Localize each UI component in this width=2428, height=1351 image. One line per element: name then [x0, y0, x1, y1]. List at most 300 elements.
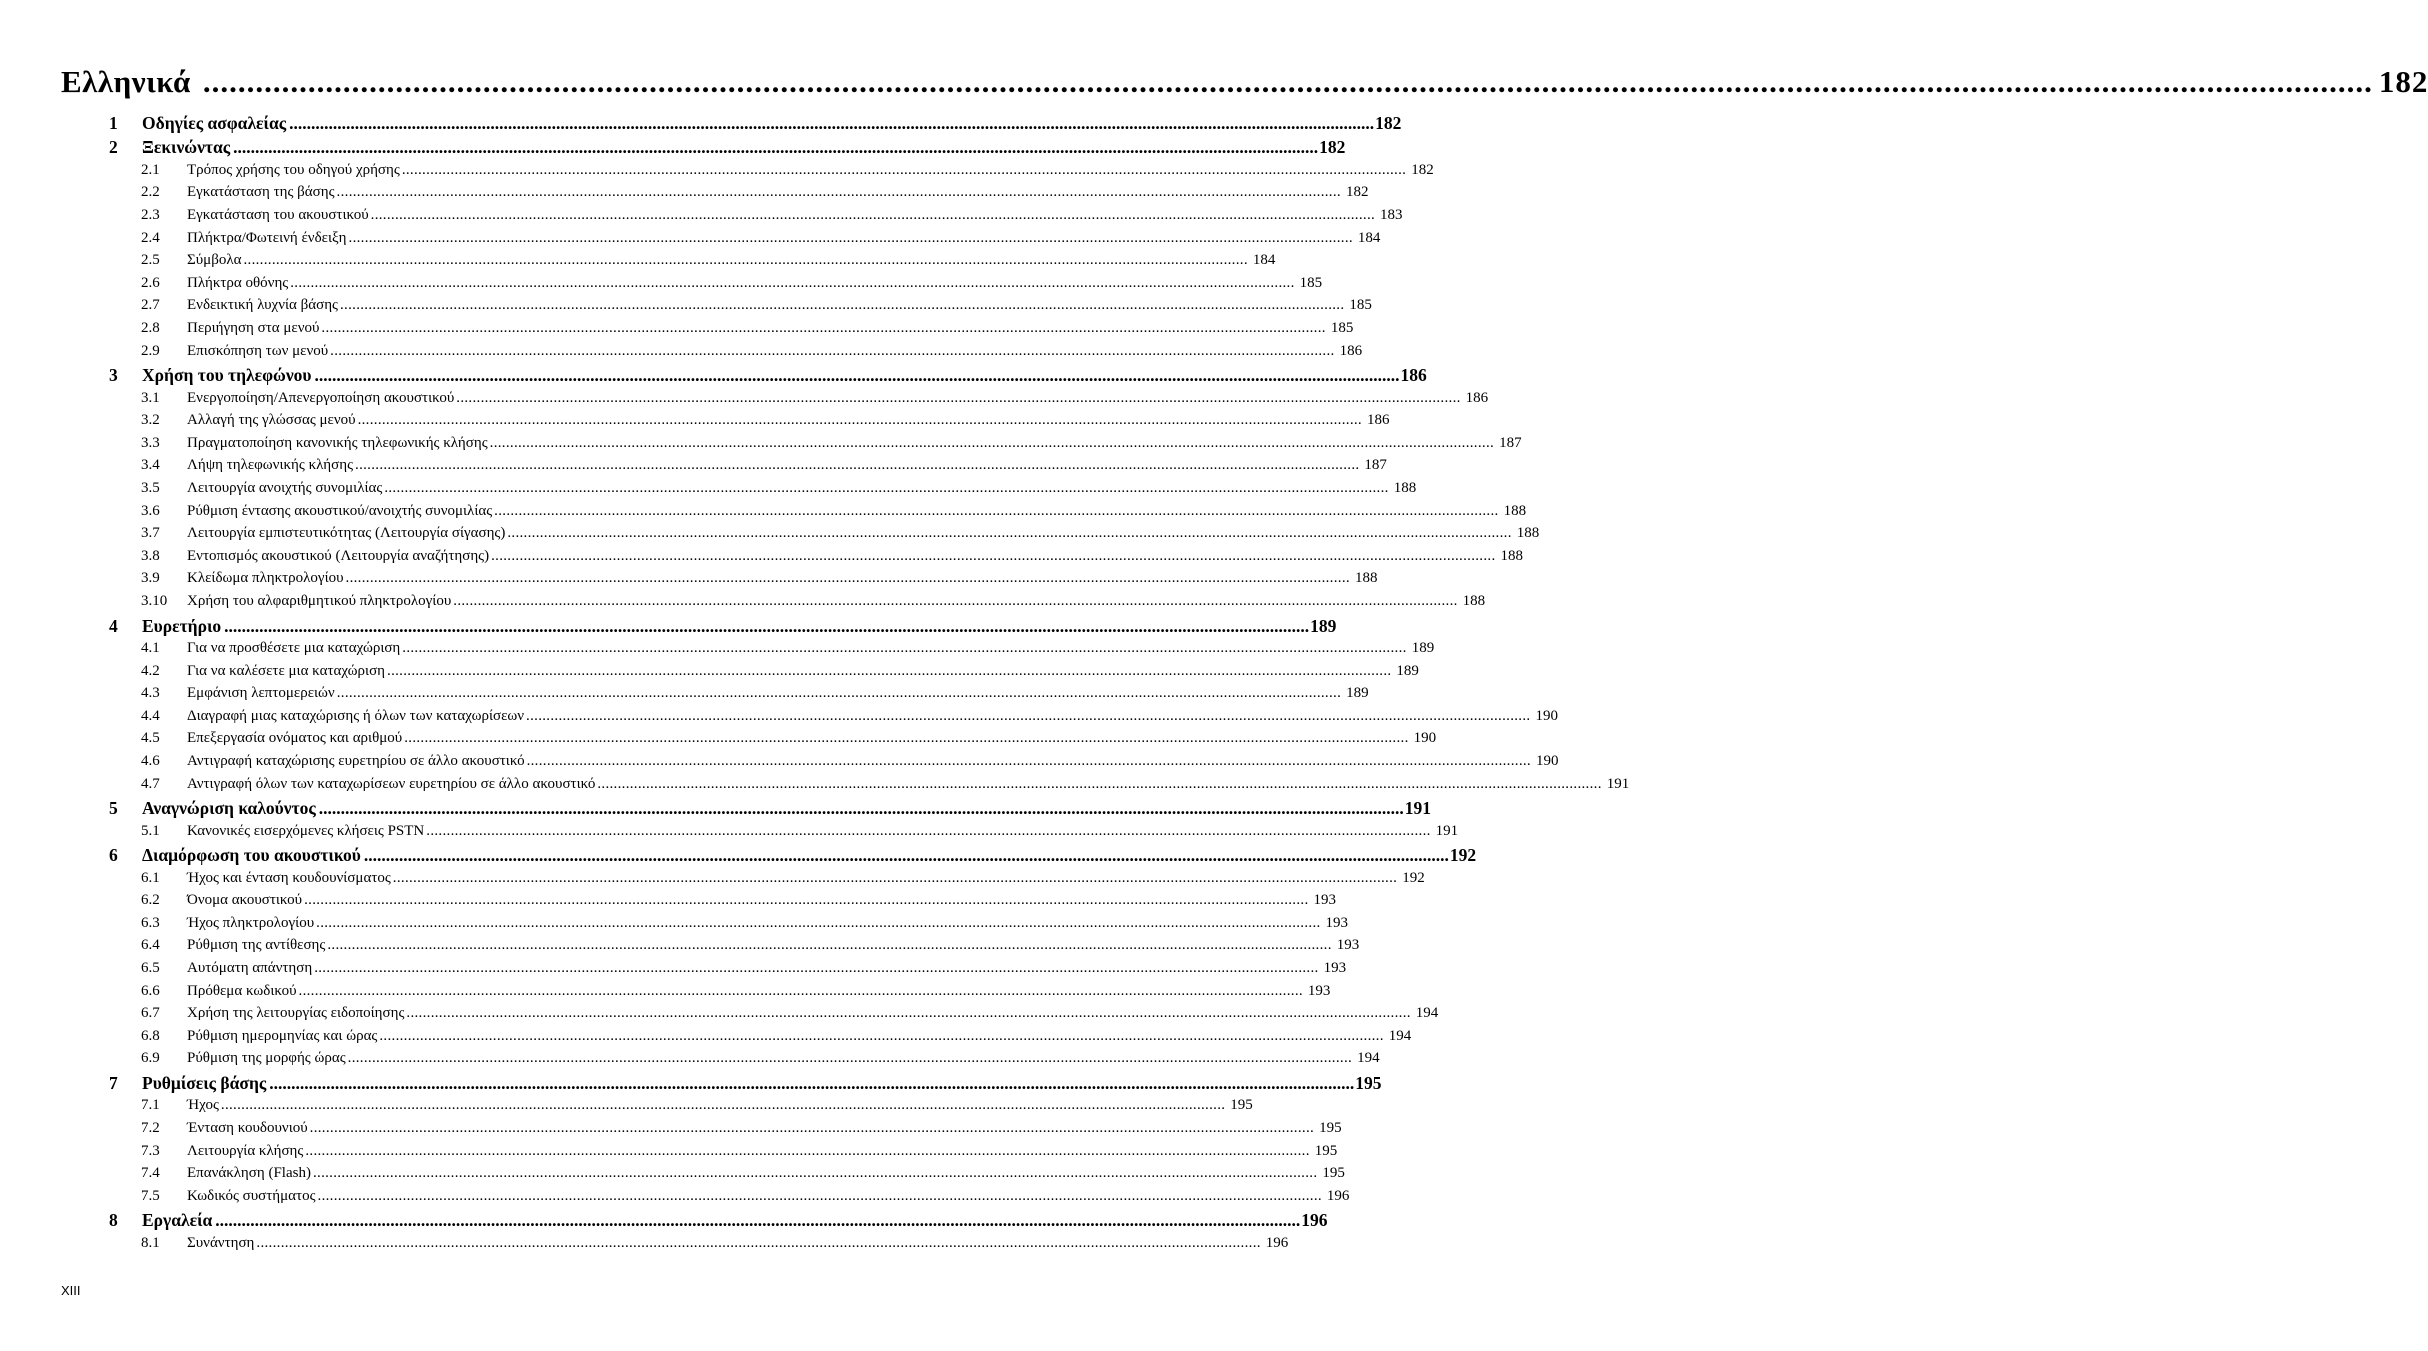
toc-entry-body	[187, 937, 1360, 954]
toc-entry-page: 182	[1319, 137, 1346, 158]
toc-entry-leader: ........................................................................................................................................................................................................................................................	[370, 207, 1376, 223]
toc-section-entry[interactable]	[0, 707, 1558, 730]
toc-entry-body	[187, 685, 1369, 702]
toc-section-entry[interactable]	[0, 1050, 1380, 1072]
toc-entry-leader: ........................................................................................................................................................................................................................................................	[298, 982, 1303, 999]
toc-entry-label: Αντιγραφή όλων των καταχωρίσεων ευρετηρίου σε άλλο ακουστικό	[187, 775, 596, 792]
toc-entry-body	[187, 297, 1372, 314]
toc-entry-leader: ........................................................................................................................................................................................................................................................	[384, 480, 1389, 496]
toc-entry-label: Κωδικός συστήματος	[187, 1187, 316, 1204]
toc-entry-page: 182	[1375, 113, 1402, 133]
toc-section-entry[interactable]	[0, 1027, 1412, 1050]
toc-section-entry[interactable]	[0, 960, 1347, 982]
toc-entry-body	[142, 845, 1477, 866]
toc-section-entry[interactable]	[0, 274, 1323, 297]
toc-entry-leader: ........................................................................................................................................................................................................................................................	[314, 960, 1319, 976]
toc-entry-label: Εντοπισμός ακουστικού (Λειτουργία αναζήτησης)	[187, 547, 490, 564]
toc-entry-page: 186	[1400, 365, 1427, 386]
toc-entry-label: Χρήση του αλφαριθμητικού πληκτρολογίου	[187, 593, 452, 609]
toc-entry-page: 186	[1339, 342, 1363, 359]
toc-entry-page: 189	[1396, 662, 1419, 679]
toc-entry-leader: ........................................................................................................................................................................................................................................................	[404, 730, 1409, 747]
toc-entry-leader: ........................................................................................................................................................................................................................................................	[256, 1234, 1261, 1251]
toc-entry-number: 4.4	[141, 707, 160, 724]
toc-section-entry[interactable]	[0, 662, 1419, 685]
toc-entry-label: Πρόθεμα κωδικού	[187, 982, 297, 999]
toc-entry-label: Επανάκληση (Flash)	[187, 1165, 311, 1182]
toc-section-entry[interactable]	[0, 1165, 1345, 1187]
toc-section-entry[interactable]	[0, 914, 1349, 937]
toc-entry-page: 182	[1345, 184, 1369, 201]
toc-chapter-entry[interactable]	[0, 137, 1346, 161]
toc-entry-label: Ρύθμιση ημερομηνίας και ώρας	[187, 1027, 378, 1044]
toc-section-entry[interactable]	[0, 457, 1387, 479]
toc-entry-number: 6.8	[141, 1027, 160, 1044]
toc-entry-number: 2.2	[141, 184, 160, 201]
toc-entry-body	[187, 1050, 1380, 1067]
toc-entry-page: 188	[1462, 593, 1486, 609]
toc-entry-body	[142, 615, 1337, 637]
toc-entry-page: 184	[1357, 229, 1381, 246]
toc-entry-leader: ........................................................................................................................................................................................................................................................	[330, 342, 1335, 359]
toc-entry-label: Κλείδωμα πληκτρολογίου	[187, 570, 344, 587]
toc-entry-body	[187, 252, 1276, 269]
toc-entry-body	[187, 389, 1489, 407]
toc-entry-number: 4.7	[141, 775, 160, 792]
toc-entry-leader: ........................................................................................................................................................................................................................................................	[379, 1027, 1384, 1044]
toc-entry-page: 184	[1252, 252, 1276, 269]
toc-entry-body	[142, 365, 1427, 386]
toc-entry-body	[187, 1142, 1338, 1160]
toc-section-entry[interactable]	[0, 937, 1360, 959]
toc-entry-body	[187, 1027, 1412, 1045]
toc-section-entry[interactable]	[0, 297, 1372, 319]
toc-entry-number: 5	[109, 798, 118, 819]
toc-entry-page: 194	[1388, 1027, 1412, 1044]
toc-entry-number: 2.7	[141, 297, 160, 314]
toc-section-entry[interactable]	[0, 1097, 1253, 1119]
toc-entry-number: 4.1	[141, 640, 160, 656]
toc-section-entry[interactable]	[0, 389, 1489, 412]
toc-entry-leader: ........................................................................................................................................................................................................................................................	[327, 937, 1332, 954]
toc-entry-number: 2.5	[141, 252, 160, 269]
toc-entry-number: 3.6	[141, 502, 160, 519]
toc-section-entry[interactable]	[0, 822, 1459, 845]
toc-entry-page: 190	[1413, 730, 1437, 747]
toc-entry-leader: ........................................................................................................................................................................................................................................................	[387, 662, 1392, 679]
toc-entry-leader: ........................................................................................................................................................................................................................................................	[305, 1142, 1310, 1159]
toc-entry-leader: ........................................................................................................................................................................................................................................................	[401, 161, 1407, 178]
toc-section-entry[interactable]	[0, 184, 1369, 206]
toc-section-entry[interactable]	[0, 753, 1559, 775]
toc-entry-body	[187, 914, 1349, 932]
toc-section-entry[interactable]	[0, 982, 1331, 1005]
toc-entry-label: Χρήση της λειτουργίας ειδοποίησης	[187, 1005, 405, 1022]
toc-entry-number: 3.9	[141, 570, 160, 587]
toc-entry-leader: ........................................................................................................................................................................................................................................................	[347, 1050, 1353, 1067]
toc-entry-page: 195	[1314, 1142, 1338, 1159]
toc-entry-label: Ενεργοποίηση/Απενεργοποίηση ακουστικού	[187, 389, 455, 406]
toc-entry-number: 2.9	[141, 342, 160, 359]
toc-entry-number: 4.5	[141, 730, 160, 747]
toc-entry-body	[142, 798, 1432, 819]
toc-title-text: Ελληνικά	[61, 64, 191, 99]
toc-entry-body	[187, 570, 1378, 587]
toc-section-entry[interactable]	[0, 730, 1437, 752]
toc-chapter-entry[interactable]	[0, 845, 1477, 869]
toc-section-entry[interactable]	[0, 685, 1369, 707]
toc-section-entry[interactable]	[0, 869, 1425, 892]
toc-entry-leader: ........................................................................................................................................................................................................................................................	[357, 412, 1362, 429]
toc-entry-leader: ........................................................................................................................................................................................................................................................	[345, 570, 1350, 587]
toc-entry-page: 188	[1393, 480, 1417, 496]
toc-entry-label: Αυτόματη απάντηση	[187, 960, 313, 976]
toc-entry-leader: ........................................................................................................................................................................................................................................................	[309, 1120, 1315, 1136]
toc-entry-page: 195	[1355, 1073, 1382, 1093]
toc-section-entry[interactable]	[0, 1234, 1289, 1257]
toc-entry-leader: ........................................................................................................................................................................................................................................................	[317, 1187, 1322, 1204]
toc-entry-page: 185	[1299, 274, 1323, 291]
toc-entry-page: 191	[1606, 775, 1630, 792]
toc-entry-body	[187, 502, 1527, 520]
toc-entry-page: 193	[1336, 937, 1360, 954]
toc-entry-page: 190	[1535, 707, 1558, 724]
toc-entry-label: Για να προσθέσετε μια καταχώριση	[187, 640, 401, 656]
toc-entry-label: Εργαλεία	[142, 1210, 213, 1231]
toc-entry-label: Επεξεργασία ονόματος και αριθμού	[187, 730, 403, 747]
toc-section-entry[interactable]	[0, 502, 1527, 525]
toc-entry-body	[187, 434, 1522, 452]
toc-entry-page: 194	[1415, 1005, 1439, 1022]
toc-entry-body	[142, 1073, 1382, 1094]
toc-entry-label: Περιήγηση στα μενού	[187, 320, 320, 336]
toc-entry-label: Κανονικές εισερχόμενες κλήσεις PSTN	[187, 822, 425, 839]
toc-entry-leader: ........................................................................................................................................................................................................................................................	[491, 547, 1496, 564]
toc-entry-body	[187, 892, 1336, 909]
toc-entry-number: 2.6	[141, 274, 160, 291]
toc-entry-page: 189	[1310, 615, 1337, 636]
toc-entry-leader: ........................................................................................................................................................................................................................................................	[233, 137, 1319, 158]
toc-entry-body	[187, 342, 1363, 360]
toc-entry-page: 187	[1364, 457, 1387, 474]
toc-section-entry[interactable]	[0, 207, 1403, 229]
toc-entry-body	[187, 525, 1540, 542]
toc-entry-number: 4	[109, 615, 118, 636]
toc-chapter-entry[interactable]	[0, 798, 1432, 822]
toc-section-entry[interactable]	[0, 161, 1434, 184]
toc-entry-leader: ........................................................................................................................................................................................................................................................	[290, 274, 1295, 291]
toc-entry-label: Εγκατάσταση της βάσης	[187, 184, 335, 201]
toc-entry-leader: ........................................................................................................................................................................................................................................................	[269, 1073, 1355, 1093]
toc-entry-body	[187, 207, 1403, 224]
toc-entry-leader: ........................................................................................................................................................................................................................................................	[348, 229, 1353, 246]
toc-entry-label: Λειτουργία ανοιχτής συνομιλίας	[187, 480, 383, 496]
toc-entry-page: 195	[1230, 1097, 1253, 1114]
toc-entry-number: 6.3	[141, 914, 160, 931]
toc-entry-leader: ........................................................................................................................................................................................................................................................	[453, 593, 1458, 609]
toc-entry-leader: ........................................................................................................................................................................................................................................................	[597, 775, 1602, 792]
toc-entry-leader: ........................................................................................................................................................................................................................................................	[243, 252, 1248, 269]
toc-entry-body	[187, 1187, 1350, 1205]
toc-entry-label: Διαγραφή μιας καταχώρισης ή όλων των καταχωρίσεων	[187, 707, 525, 724]
toc-entry-label: Ξεκινώντας	[142, 137, 231, 158]
toc-section-entry[interactable]	[0, 434, 1522, 457]
toc-chapter-entry[interactable]	[0, 365, 1427, 389]
toc-entry-leader: ........................................................................................................................................................................................................................................................	[426, 822, 1431, 839]
toc-entry-number: 4.6	[141, 753, 160, 769]
toc-section-entry[interactable]	[0, 480, 1417, 502]
toc-section-entry[interactable]	[0, 1187, 1350, 1210]
toc-entry-label: Πλήκτρα οθόνης	[187, 274, 289, 291]
toc-section-entry[interactable]	[0, 252, 1276, 274]
toc-entry-body	[187, 1234, 1289, 1252]
toc-entry-leader: ........................................................................................................................................................................................................................................................	[220, 1097, 1226, 1114]
toc-entry-label: Ήχος και ένταση κουδουνίσματος	[187, 869, 391, 886]
toc-section-entry[interactable]	[0, 412, 1390, 434]
toc-entry-number: 6	[109, 845, 118, 866]
toc-entry-page: 192	[1402, 869, 1425, 886]
toc-entry-body	[187, 640, 1435, 657]
toc-entry-leader: ........................................................................................................................................................................................................................................................	[318, 798, 1404, 819]
toc-entry-number: 2.4	[141, 229, 160, 246]
toc-entry-leader: ........................................................................................................................................................................................................................................................	[336, 184, 1341, 201]
toc-entry-page: 188	[1503, 502, 1527, 519]
toc-entry-page: 182	[1411, 161, 1434, 178]
toc-entry-label: Επισκόπηση των μενού	[187, 342, 329, 359]
toc-section-entry[interactable]	[0, 640, 1435, 662]
toc-entry-leader: ........................................................................................................................................................................................................................................................	[392, 869, 1398, 886]
toc-entry-leader: ........................................................................................................................................................................................................................................................	[321, 320, 1326, 336]
toc-entry-leader: ........................................................................................................................................................................................................................................................	[489, 434, 1495, 451]
toc-entry-body	[187, 662, 1419, 680]
toc-entry-number: 3.5	[141, 480, 160, 496]
toc-entry-leader: ........................................................................................................................................................................................................................................................	[402, 640, 1407, 656]
toc-entry-page: 194	[1357, 1050, 1380, 1067]
toc-entry-number: 4.3	[141, 685, 160, 702]
toc-entry-number: 7.2	[141, 1120, 160, 1136]
toc-entry-label: Αλλαγή της γλώσσας μενού	[187, 412, 356, 429]
toc-entry-body	[187, 320, 1354, 337]
toc-section-entry[interactable]	[0, 570, 1378, 592]
toc-entry-label: Πραγματοποίηση κανονικής τηλεφωνικής κλήσης	[187, 434, 488, 451]
toc-entry-body	[187, 229, 1381, 247]
toc-entry-label: Ενδεικτική λυχνία βάσης	[187, 297, 338, 314]
toc-entry-page: 188	[1516, 525, 1540, 542]
toc-entry-label: Ένταση κουδουνιού	[187, 1120, 308, 1136]
toc-entry-number: 3.7	[141, 525, 160, 542]
toc-entry-leader: ........................................................................................................................................................................................................................................................	[355, 457, 1360, 474]
toc-entry-label: Τρόπος χρήσης του οδηγού χρήσης	[187, 161, 400, 178]
toc-entry-body	[187, 161, 1434, 179]
toc-entry-label: Ρύθμιση της μορφής ώρας	[187, 1050, 346, 1067]
toc-entry-label: Διαμόρφωση του ακουστικού	[142, 845, 361, 866]
toc-entry-number: 8	[109, 1210, 118, 1231]
toc-entry-number: 6.2	[141, 892, 160, 909]
toc-entry-number: 5.1	[141, 822, 160, 839]
toc-entry-page: 185	[1349, 297, 1372, 314]
toc-entry-body	[187, 753, 1559, 770]
toc-entry-number: 4.2	[141, 662, 160, 679]
toc-section-entry[interactable]	[0, 1142, 1338, 1165]
page-number-footer: XIII	[61, 1283, 81, 1298]
toc-title-leader: ........................................................................................................................................................................................................................................................	[202, 64, 2373, 99]
toc-entry-number: 3.10	[141, 593, 168, 609]
toc-entry-label: Ήχος πληκτρολογίου	[187, 914, 315, 931]
toc-entry-page: 191	[1404, 798, 1432, 819]
toc-entry-label: Ρύθμιση έντασης ακουστικού/ανοιχτής συνομιλίας	[187, 502, 493, 519]
toc-entry-number: 2.3	[141, 207, 160, 223]
toc-entry-label: Ρυθμίσεις βάσης	[142, 1073, 267, 1093]
toc-entry-number: 6.7	[141, 1005, 160, 1022]
toc-entry-number: 3.3	[141, 434, 160, 451]
toc-entry-body	[187, 775, 1630, 793]
toc-entry-leader: ........................................................................................................................................................................................................................................................	[289, 113, 1375, 133]
toc-entry-page: 195	[1319, 1120, 1342, 1136]
toc-entry-body	[187, 960, 1347, 977]
toc-entry-body	[187, 822, 1459, 840]
toc-entry-number: 7.4	[141, 1165, 160, 1182]
toc-entry-label: Πλήκτρα/Φωτεινή ένδειξη	[187, 229, 347, 246]
toc-section-entry[interactable]	[0, 547, 1524, 570]
toc-entry-page: 193	[1323, 960, 1347, 976]
toc-entry-label: Λειτουργία εμπιστευτικότητας (Λειτουργία σίγασης)	[187, 525, 506, 542]
toc-entry-number: 2.1	[141, 161, 160, 178]
toc-entry-number: 3.2	[141, 412, 160, 429]
toc-entry-body	[187, 480, 1417, 497]
toc-entry-number: 3.4	[141, 457, 160, 474]
toc-entry-label: Εμφάνιση λεπτομερειών	[187, 685, 335, 702]
toc-entry-leader: ........................................................................................................................................................................................................................................................	[406, 1005, 1411, 1022]
toc-entry-page: 192	[1449, 845, 1477, 866]
toc-entry-leader: ........................................................................................................................................................................................................................................................	[456, 389, 1461, 406]
toc-entry-page: 195	[1322, 1165, 1345, 1182]
toc-entry-page: 193	[1307, 982, 1331, 999]
toc-entry-label: Λήψη τηλεφωνικής κλήσης	[187, 457, 354, 474]
toc-entry-number: 7.1	[141, 1097, 160, 1114]
toc-section-entry[interactable]	[0, 892, 1336, 914]
toc-title-page: 182	[2378, 64, 2428, 99]
toc-entry-body	[187, 1005, 1439, 1022]
toc-section-entry[interactable]	[0, 1120, 1342, 1142]
toc-entry-page: 187	[1499, 434, 1522, 451]
toc-title	[61, 64, 2428, 110]
toc-entry-number: 8.1	[141, 1234, 160, 1251]
toc-entry-label: Για να καλέσετε μια καταχώριση	[187, 662, 386, 679]
toc-entry-leader: ........................................................................................................................................................................................................................................................	[314, 365, 1400, 386]
toc-entry-body	[187, 707, 1558, 725]
toc-entry-label: Αντιγραφή καταχώρισης ευρετηρίου σε άλλο ακουστικό	[187, 753, 525, 769]
toc-entry-body	[187, 184, 1369, 201]
toc-entry-number: 6.4	[141, 937, 160, 954]
toc-entry-number: 6.9	[141, 1050, 160, 1067]
toc-entry-body	[187, 1120, 1342, 1137]
toc-entry-number: 2	[109, 137, 118, 158]
toc-entry-page: 196	[1301, 1210, 1328, 1231]
toc-entry-page: 186	[1465, 389, 1489, 406]
toc-entry-body	[187, 1097, 1253, 1114]
toc-entry-body	[142, 137, 1346, 158]
toc-entry-label: Σύμβολα	[187, 252, 242, 269]
toc-entry-number: 3.8	[141, 547, 160, 564]
toc-entry-page: 189	[1411, 640, 1435, 656]
toc-entry-label: Ευρετήριο	[142, 615, 222, 636]
toc-entry-number: 7.3	[141, 1142, 160, 1159]
toc-section-entry[interactable]	[0, 320, 1354, 342]
toc-entry-body	[187, 869, 1425, 887]
toc-entry-leader: ........................................................................................................................................................................................................................................................	[494, 502, 1499, 519]
toc-entry-page: 188	[1354, 570, 1378, 587]
toc-entry-page: 185	[1330, 320, 1354, 336]
toc-section-entry[interactable]	[0, 593, 1486, 615]
toc-entry-leader: ........................................................................................................................................................................................................................................................	[304, 892, 1309, 909]
toc-entry-leader: ........................................................................................................................................................................................................................................................	[340, 297, 1345, 314]
toc-entry-leader: ........................................................................................................................................................................................................................................................	[526, 753, 1531, 769]
toc-chapter-entry[interactable]	[0, 615, 1337, 640]
toc-section-entry[interactable]	[0, 229, 1381, 252]
toc-entry-body	[187, 412, 1390, 429]
toc-entry-number: 3.1	[141, 389, 160, 406]
toc-entry-leader: ........................................................................................................................................................................................................................................................	[336, 685, 1342, 702]
toc-entry-page: 190	[1535, 753, 1559, 769]
toc-entry-label: Εγκατάσταση του ακουστικού	[187, 207, 369, 223]
toc-entry-page: 183	[1380, 207, 1403, 223]
toc-entry-number: 1	[109, 113, 118, 133]
toc-entry-label: Ήχος	[187, 1097, 219, 1114]
toc-entry-page: 188	[1500, 547, 1524, 564]
toc-entry-page: 191	[1435, 822, 1459, 839]
toc-entry-leader: ........................................................................................................................................................................................................................................................	[363, 845, 1449, 866]
toc-entry-number: 3	[109, 365, 118, 386]
toc-entry-body	[187, 593, 1486, 610]
toc-entry-page: 196	[1326, 1187, 1350, 1204]
toc-section-entry[interactable]	[0, 775, 1630, 798]
toc-entry-number: 6.1	[141, 869, 160, 886]
toc-entry-number: 7.5	[141, 1187, 160, 1204]
toc-entry-body	[187, 982, 1331, 1000]
toc-entry-leader: ........................................................................................................................................................................................................................................................	[526, 707, 1531, 724]
toc-chapter-entry[interactable]	[0, 1073, 1382, 1097]
toc-entry-label: Συνάντηση	[187, 1234, 255, 1251]
toc-entry-body	[187, 274, 1323, 292]
toc-section-entry[interactable]	[0, 1005, 1439, 1027]
toc-entry-number: 6.5	[141, 960, 160, 976]
toc-section-entry[interactable]	[0, 525, 1540, 547]
toc-entry-page: 189	[1346, 685, 1369, 702]
toc-entry-leader: ........................................................................................................................................................................................................................................................	[215, 1210, 1301, 1231]
toc-entry-label: Χρήση του τηλεφώνου	[142, 365, 312, 386]
toc-entry-number: 7	[109, 1073, 118, 1093]
toc-entry-label: Λειτουργία κλήσης	[187, 1142, 304, 1159]
toc-entry-label: Οδηγίες ασφαλείας	[142, 113, 287, 133]
toc-entry-body	[187, 1165, 1345, 1182]
toc-chapter-entry[interactable]	[0, 1210, 1328, 1234]
toc-section-entry[interactable]	[0, 342, 1363, 365]
toc-entry-number: 2.8	[141, 320, 160, 336]
toc-entry-label: Αναγνώριση καλούντος	[142, 798, 316, 819]
toc-entry-body	[142, 1210, 1328, 1231]
toc-entry-leader: ........................................................................................................................................................................................................................................................	[312, 1165, 1318, 1182]
toc-entry-page: 196	[1265, 1234, 1289, 1251]
toc-entry-number: 6.6	[141, 982, 160, 999]
toc-entry-body	[187, 457, 1387, 474]
toc-entry-label: Ρύθμιση της αντίθεσης	[187, 937, 326, 954]
toc-entry-label: Όνομα ακουστικού	[187, 892, 303, 909]
toc-entry-page: 193	[1325, 914, 1349, 931]
toc-entry-leader: ........................................................................................................................................................................................................................................................	[316, 914, 1321, 931]
toc-chapter-entry[interactable]	[0, 113, 1402, 137]
toc-entry-page: 186	[1366, 412, 1390, 429]
toc-entry-body	[142, 113, 1402, 134]
